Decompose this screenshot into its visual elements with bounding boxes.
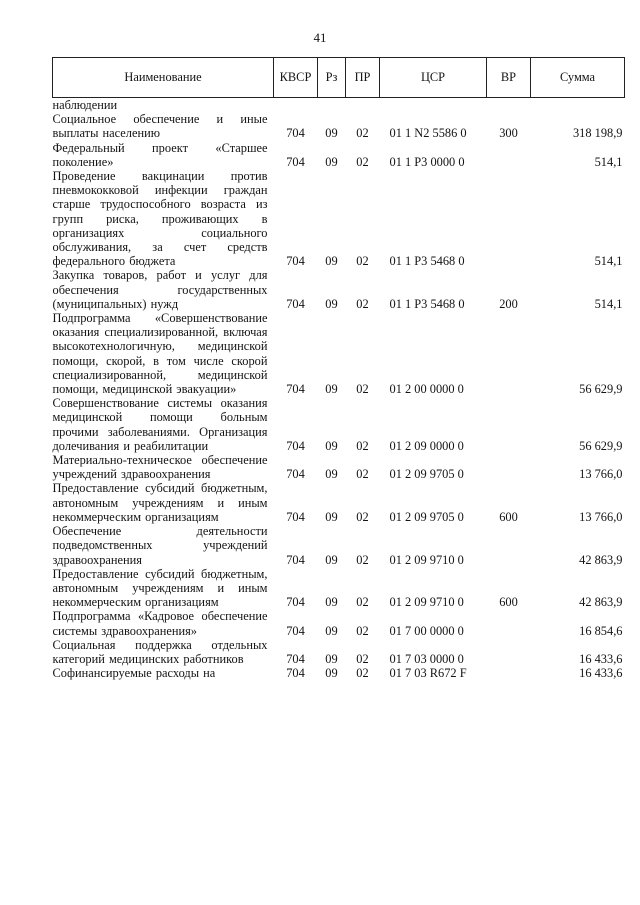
table-header bbox=[53, 58, 625, 98]
row-name: Закупка товаров, работ и услуг для обеспечения государственных (муниципальных) нужд bbox=[52, 268, 268, 311]
row-pr: 02 bbox=[356, 467, 369, 482]
row-name: Предоставление субсидий бюджетным, автономным учреждениям и иным некоммерческим организациям bbox=[52, 481, 268, 524]
row-csr: 01 7 03 0000 0 bbox=[389, 651, 464, 666]
row-rz: 09 bbox=[325, 623, 338, 638]
row-kvsr: 704 bbox=[286, 509, 305, 524]
row-vr bbox=[487, 609, 531, 637]
table-row bbox=[53, 396, 625, 453]
row-vr: 200 bbox=[499, 296, 518, 311]
row-csr: 01 7 03 R672 F bbox=[389, 666, 467, 681]
row-csr: 01 2 09 0000 0 bbox=[389, 438, 464, 453]
row-rz: 09 bbox=[325, 552, 338, 567]
row-csr: 01 2 09 9710 0 bbox=[389, 595, 464, 610]
row-pr: 02 bbox=[356, 438, 369, 453]
row-pr: 02 bbox=[356, 595, 369, 610]
header-pr: ПР bbox=[346, 58, 380, 98]
row-kvsr: 704 bbox=[286, 651, 305, 666]
row-name: Обеспечение деятельности подведомственных учреждений здравоохранения bbox=[52, 524, 268, 567]
table-row bbox=[53, 638, 625, 666]
row-kvsr: 704 bbox=[286, 254, 305, 269]
row-name: Подпрограмма «Кадровое обеспечение системы здравоохранения» bbox=[52, 609, 268, 638]
row-name: Подпрограмма «Совершенствование оказания специализированной, включая высокотехнологичную, медицинской помощи, скорой, в том числе скорой специализированной, медицинской помощи, медицинской эвакуации» bbox=[52, 311, 268, 397]
row-rz: 09 bbox=[325, 595, 338, 610]
table-row bbox=[53, 268, 625, 311]
row-rz: 09 bbox=[325, 254, 338, 269]
row-csr bbox=[380, 98, 487, 113]
row-sum: 42 863,9 bbox=[579, 552, 623, 567]
row-kvsr bbox=[274, 98, 318, 113]
row-rz: 09 bbox=[325, 296, 338, 311]
row-sum: 56 629,9 bbox=[579, 438, 623, 453]
row-vr bbox=[487, 453, 531, 481]
row-name: Проведение вакцинации против пневмококковой инфекции граждан старше трудоспособного возраста из групп риска, проживающих в организациях социального обслуживания, за счет средств федерального бюджета bbox=[52, 169, 268, 269]
table-row bbox=[53, 524, 625, 567]
row-kvsr: 704 bbox=[286, 438, 305, 453]
page-number: 41 bbox=[313, 30, 327, 45]
table-row bbox=[53, 481, 625, 524]
header-rz: Рз bbox=[318, 58, 346, 98]
row-pr: 02 bbox=[356, 254, 369, 269]
row-sum: 56 629,9 bbox=[579, 382, 623, 397]
row-name: Совершенствование системы оказания медицинской помощи больным прочими заболеваниями. Организация долечивания и реабилитации bbox=[52, 396, 268, 453]
row-csr: 01 1 P3 5468 0 bbox=[389, 296, 465, 311]
header-sum: Сумма bbox=[531, 58, 625, 98]
row-kvsr: 704 bbox=[286, 467, 305, 482]
row-kvsr: 704 bbox=[286, 666, 305, 681]
header-vr: ВР bbox=[487, 58, 531, 98]
budget-table bbox=[52, 57, 625, 680]
row-vr: 600 bbox=[499, 595, 518, 610]
row-rz: 09 bbox=[325, 438, 338, 453]
row-sum: 42 863,9 bbox=[579, 595, 623, 610]
row-vr bbox=[487, 666, 531, 680]
row-csr: 01 7 00 0000 0 bbox=[389, 623, 464, 638]
table-row bbox=[53, 453, 625, 481]
row-csr: 01 1 N2 5586 0 bbox=[389, 126, 467, 141]
row-pr: 02 bbox=[356, 509, 369, 524]
row-vr bbox=[487, 141, 531, 169]
table-row bbox=[53, 609, 625, 637]
row-sum bbox=[531, 98, 625, 113]
row-kvsr: 704 bbox=[286, 552, 305, 567]
table-row bbox=[53, 567, 625, 610]
row-pr: 02 bbox=[356, 154, 369, 169]
row-sum: 514,1 bbox=[594, 254, 623, 269]
row-rz: 09 bbox=[325, 666, 338, 681]
row-sum: 514,1 bbox=[594, 296, 623, 311]
row-pr bbox=[346, 98, 380, 113]
row-kvsr: 704 bbox=[286, 126, 305, 141]
row-sum: 16 854,6 bbox=[579, 623, 623, 638]
row-vr bbox=[487, 396, 531, 453]
table-row bbox=[53, 666, 625, 680]
header-csr: ЦСР bbox=[380, 58, 487, 98]
row-pr: 02 bbox=[356, 651, 369, 666]
row-name: Софинансируемые расходы на bbox=[52, 666, 216, 681]
row-kvsr: 704 bbox=[286, 382, 305, 397]
row-vr: 300 bbox=[499, 126, 518, 141]
row-vr bbox=[487, 638, 531, 666]
row-kvsr: 704 bbox=[286, 154, 305, 169]
row-rz: 09 bbox=[325, 126, 338, 141]
row-name: Социальное обеспечение и иные выплаты населению bbox=[52, 112, 268, 141]
row-name: Материально-техническое обеспечение учреждений здравоохранения bbox=[52, 453, 268, 482]
table-row bbox=[53, 311, 625, 396]
row-kvsr: 704 bbox=[286, 595, 305, 610]
row-kvsr: 704 bbox=[286, 623, 305, 638]
row-name: Предоставление субсидий бюджетным, автономным учреждениям и иным некоммерческим организациям bbox=[52, 566, 268, 610]
row-sum: 13 766,0 bbox=[579, 509, 623, 524]
table-row bbox=[53, 98, 625, 113]
row-vr: 600 bbox=[499, 509, 518, 524]
row-rz: 09 bbox=[325, 509, 338, 524]
table-row bbox=[53, 141, 625, 169]
row-csr: 01 2 09 9705 0 bbox=[389, 467, 464, 482]
row-rz: 09 bbox=[325, 382, 338, 397]
row-rz bbox=[318, 98, 346, 113]
row-vr bbox=[487, 524, 531, 567]
row-csr: 01 2 09 9710 0 bbox=[389, 552, 464, 567]
row-pr: 02 bbox=[356, 666, 369, 681]
row-name: Социальная поддержка отдельных категорий медицинских работников bbox=[52, 637, 268, 666]
row-pr: 02 bbox=[356, 382, 369, 397]
header-name: Наименование bbox=[53, 58, 274, 98]
row-vr bbox=[487, 98, 531, 113]
row-sum: 318 198,9 bbox=[572, 126, 623, 141]
row-sum: 13 766,0 bbox=[579, 467, 623, 482]
row-pr: 02 bbox=[356, 623, 369, 638]
table-row bbox=[53, 169, 625, 268]
row-sum: 514,1 bbox=[594, 154, 623, 169]
row-pr: 02 bbox=[356, 296, 369, 311]
header-kvsr: КВСР bbox=[274, 58, 318, 98]
row-pr: 02 bbox=[356, 552, 369, 567]
row-vr bbox=[487, 169, 531, 268]
row-name: Федеральный проект «Старшее поколение» bbox=[52, 140, 268, 169]
row-kvsr: 704 bbox=[286, 296, 305, 311]
row-csr: 01 1 P3 5468 0 bbox=[389, 254, 465, 269]
row-sum: 16 433,6 bbox=[579, 666, 623, 681]
table-row bbox=[53, 112, 625, 140]
row-name: наблюдении bbox=[52, 98, 118, 112]
row-csr: 01 2 09 9705 0 bbox=[389, 509, 464, 524]
row-vr bbox=[487, 311, 531, 396]
row-rz: 09 bbox=[325, 651, 338, 666]
row-csr: 01 2 00 0000 0 bbox=[389, 382, 464, 397]
row-rz: 09 bbox=[325, 154, 338, 169]
row-sum: 16 433,6 bbox=[579, 651, 623, 666]
row-csr: 01 1 P3 0000 0 bbox=[389, 154, 465, 169]
row-rz: 09 bbox=[325, 467, 338, 482]
row-pr: 02 bbox=[356, 126, 369, 141]
